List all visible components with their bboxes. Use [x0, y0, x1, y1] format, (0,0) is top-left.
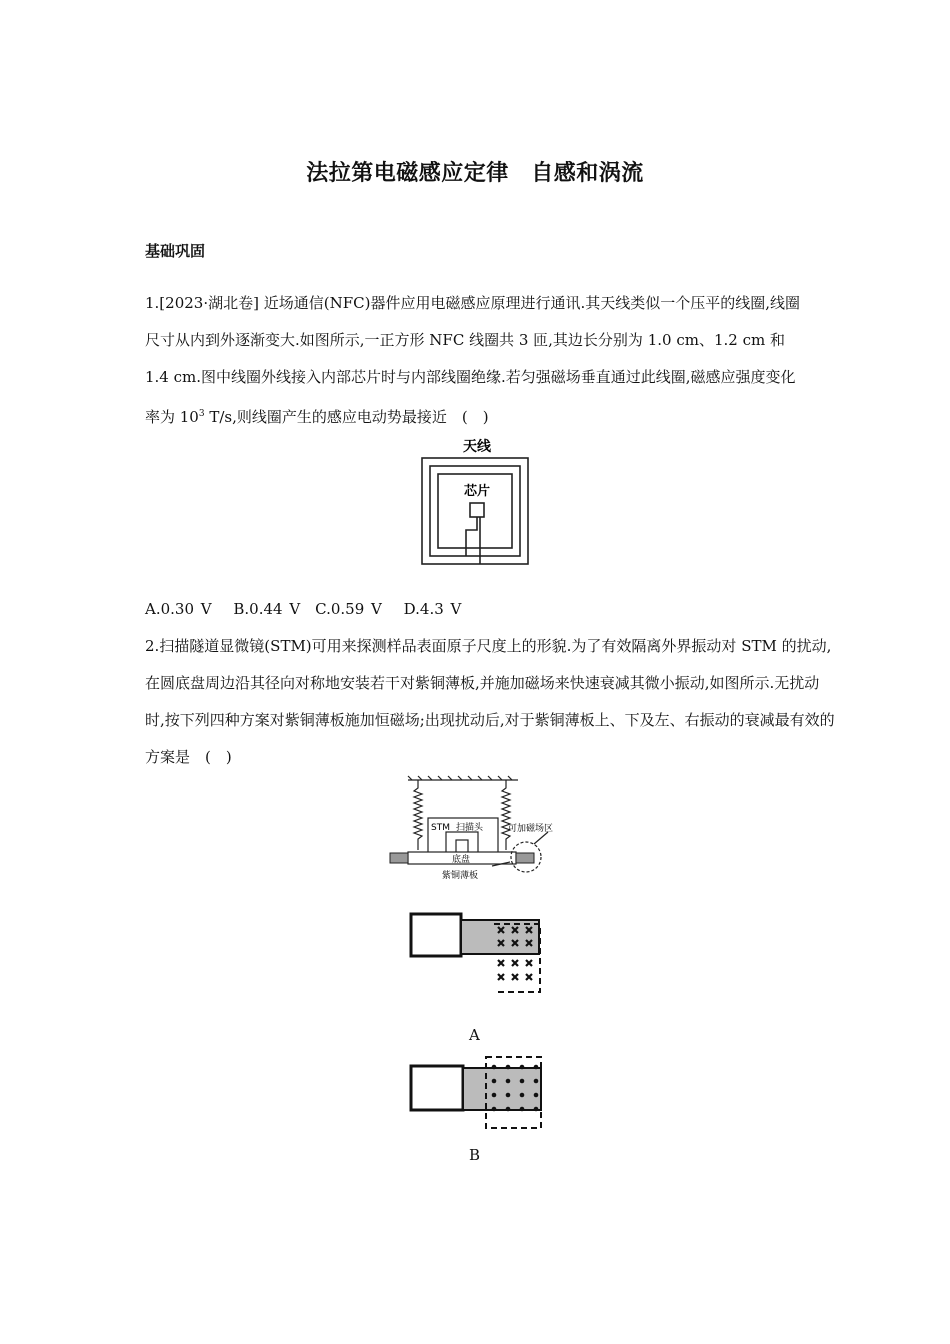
- base-edge: [411, 1066, 463, 1110]
- stm-figure: [388, 774, 566, 884]
- question-2-text: 2.扫描隧道显微镜(STM)可用来探测样品表面原子尺度上的形貌.为了有效隔离外界振动对 STM 的扰动,在圆底盘周边沿其径向对称地安装若干对紫铜薄板,并施加磁场来快速衰减其微小振动,如图所示.无扰动时,按下列四种方案对紫铜薄板施加恒磁场;出现扰动后,对于紫铜薄板上、下及左、右振动的衰减最有效的方案是 ( ): [145, 637, 835, 766]
- base-edge: [411, 914, 461, 956]
- option-b-figure: [408, 1054, 544, 1132]
- chip-square: [470, 503, 484, 517]
- middle-coil-turn: [430, 466, 520, 556]
- right-copper-plate: [516, 853, 534, 863]
- question-1: [145, 285, 810, 436]
- scanner-inner: [446, 832, 478, 854]
- left-copper-plate: [390, 853, 408, 863]
- option-a-label: A: [469, 1026, 480, 1044]
- page-title: 法拉第电磁感应定律 自感和涡流: [306, 161, 644, 186]
- right-spring: [502, 780, 510, 850]
- exponent: 3: [198, 409, 205, 419]
- question-1-options: A.0.30 V B.0.44 V C.0.59 V D.4.3 V: [145, 600, 462, 618]
- field-region-label: 可加磁场区: [508, 824, 554, 834]
- base-label: 底盘: [452, 855, 471, 865]
- stm-label: STM: [431, 823, 450, 833]
- section-heading: 基础巩固: [145, 242, 206, 260]
- question-1-text-end: T/s,则线圈产生的感应电动势最接近 ( ): [204, 408, 489, 426]
- copper-plate: [463, 1068, 541, 1110]
- question-1-text: 1.[2023·湖北卷] 近场通信(NFC)器件应用电磁感应原理进行通讯.其天线类似一个压平的线圈,线圈尺寸从内到外逐渐变大.如图所示,一正方形 NFC 线圈共 3 匝,其边长分别为 1.0 cm、1.2 cm 和 1.4 cm.图中线圈外线接入内部芯片时与内部线圈绝缘.若匀强磁场垂直通过此线圈,磁感应强度变化率为 10: [145, 294, 800, 426]
- copper-plate: [461, 920, 539, 954]
- option-a-figure: [408, 912, 544, 994]
- nfc-coil-figure: [410, 432, 540, 570]
- chip-label: 芯片: [463, 484, 491, 499]
- option-b-label: B: [469, 1146, 481, 1164]
- copper-plate-label: 紫铜薄板: [442, 871, 479, 881]
- left-spring: [414, 780, 422, 850]
- chip-lead: [466, 517, 477, 556]
- antenna-label: 天线: [463, 439, 491, 455]
- scan-head-label: 扫描头: [456, 823, 484, 833]
